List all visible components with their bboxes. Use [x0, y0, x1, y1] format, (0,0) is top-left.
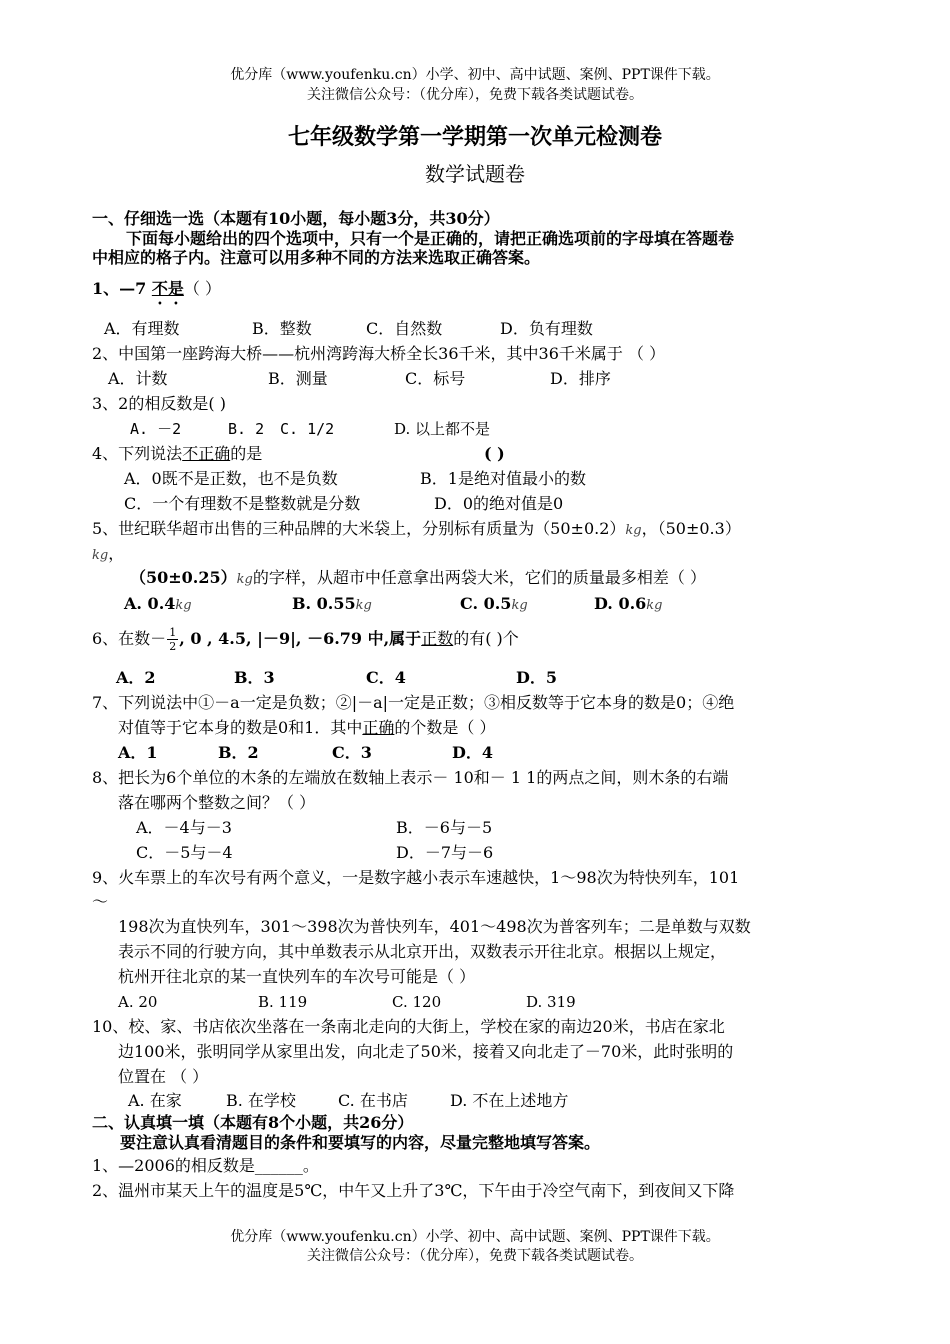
q1-option-d: D．负有理数: [500, 319, 593, 338]
q6-option-b: B．3: [234, 668, 275, 687]
q6-end: 的有( )个: [453, 629, 519, 648]
question-7-line-2: [118, 717, 495, 739]
q6-fraction-denominator: 2: [169, 640, 177, 653]
q8-option-a: A．－4与－3: [136, 818, 232, 837]
q6-fraction: [167, 626, 178, 653]
q4-option-c: C．一个有理数不是整数就是分数: [124, 494, 361, 513]
q5-option-d-unit: kg: [646, 598, 663, 613]
q9-option-b: B. 119: [258, 993, 308, 1011]
q5-text-3b: 的字样，从超市中任意拿出两袋大米，它们的质量最多相差（ ）: [252, 568, 706, 587]
question-5-line-1: [92, 518, 741, 542]
header-line-1: 优分库（www.youfenku.cn）小学、初中、高中试题、案例、PPT课件下载。: [230, 67, 720, 83]
fill-question-2: 2、温州市某天上午的温度是5℃，中午又上升了3℃，下午由于冷空气南下，到夜间又下降: [92, 1181, 735, 1200]
question-10-line-2: 边100米，张明同学从家里出发，向北走了50米，接着又向北走了－70米，此时张明的: [118, 1042, 734, 1061]
q4-options-row-2: [124, 493, 563, 515]
question-9-line-1: 9、火车票上的车次号有两个意义，一是数字越小表示车速越快，1～98次为特快列车，101: [92, 868, 740, 887]
footer-line-1: 优分库（www.youfenku.cn）小学、初中、高中试题、案例、PPT课件下载。: [230, 1229, 720, 1245]
q1-option-c: C．自然数: [366, 319, 443, 338]
q9-option-d: D. 319: [526, 993, 576, 1011]
question-1: [92, 278, 221, 308]
question-7-line-1: 7、下列说法中①－a一定是负数；②|－a|一定是正数；③相反数等于它本身的数是0；④绝: [92, 693, 735, 712]
q8-option-b: B．－6与－5: [396, 818, 493, 837]
q1-text-a: —7: [119, 279, 152, 298]
q3-options: [130, 418, 490, 440]
q3-option-a: A. －2: [130, 420, 182, 438]
q5-text-1b: ，（50±0.3）: [641, 519, 741, 538]
q10-options: [128, 1090, 568, 1112]
q9-options: [118, 991, 576, 1013]
question-2: 2、中国第一座跨海大桥——杭州湾跨海大桥全长36千米，其中36千米属于 （ ）: [92, 344, 666, 363]
q10-option-d: D. 不在上述地方: [450, 1091, 569, 1110]
q9-option-a: A. 20: [118, 993, 158, 1011]
question-6: [92, 624, 519, 654]
question-10-line-3: 位置在 （ ）: [118, 1067, 209, 1086]
q4-option-b: B．1是绝对值最小的数: [420, 469, 586, 488]
q3-option-c: C. 1/2: [280, 420, 335, 438]
q5-option-a: A. 0.4: [124, 594, 176, 613]
q1-option-a: A．有理数: [104, 319, 180, 338]
q4-option-a: A．0既不是正数，也不是负数: [124, 469, 338, 488]
q7-emphasis: 正确: [362, 718, 395, 737]
q7-text-b: 的个数是（ ）: [394, 718, 496, 737]
q8-options-row-2: [136, 842, 493, 864]
q8-option-c: C．－5与－4: [136, 843, 233, 862]
q5-options: [124, 593, 662, 617]
question-5-line-3: [130, 567, 706, 591]
question-5-line-2: kg，: [92, 544, 125, 563]
q1-options: [104, 318, 593, 340]
q2-option-c: C．标号: [405, 369, 466, 388]
q6-option-a: A．2: [116, 668, 156, 687]
q3-option-d: D. 以上都不是: [394, 420, 491, 438]
q10-option-b: B. 在学校: [226, 1091, 296, 1110]
q4-option-d: D．0的绝对值是0: [434, 494, 564, 513]
q4-text-c: 的是: [230, 444, 263, 463]
q6-post: , 0 , 4.5, |－9|, －6.79 中,属于: [179, 629, 422, 648]
q5-unit-3: kg: [236, 572, 253, 587]
q4-options-row-1: [124, 468, 586, 490]
page-title: 七年级数学第一学期第一次单元检测卷: [287, 124, 662, 150]
question-4: [92, 443, 262, 465]
question-8-line-2: 落在哪两个整数之间？（ ）: [118, 793, 316, 812]
q4-text-a: 4、下列说法: [92, 444, 183, 463]
q4-emphasis: 不正确: [182, 444, 231, 463]
q5-option-d: D. 0.6: [594, 594, 647, 613]
header-line-2: 关注微信公众号：（优分库），免费下载各类试题试卷。: [307, 87, 643, 103]
q7-option-c: C．3: [332, 743, 372, 762]
q4-bracket: ( ): [484, 444, 505, 463]
q7-options: [118, 742, 493, 764]
q1-number: 1、: [92, 279, 120, 298]
question-9-line-3: 表示不同的行驶方向，其中单数表示从北京开出，双数表示开往北京。根据以上规定，: [118, 942, 727, 961]
q6-fraction-numerator: 1: [169, 626, 177, 639]
q3-option-b: B. 2: [228, 420, 265, 438]
q5-text-3: （50±0.25）: [130, 568, 237, 587]
q7-text-a: 对值等于它本身的数是0和1．其中: [118, 718, 363, 737]
q1-bracket: （ ）: [183, 279, 221, 298]
page-subtitle: 数学试题卷: [425, 162, 525, 186]
q6-emphasis: 正数: [421, 629, 454, 648]
q6-option-c: C．4: [366, 668, 406, 687]
q10-option-a: A. 在家: [128, 1091, 182, 1110]
question-9-line-4: 杭州开往北京的某一直快列车的车次号可能是（ ）: [118, 967, 476, 986]
q2-option-b: B．测量: [268, 369, 328, 388]
q5-option-b: B. 0.55: [292, 594, 356, 613]
q2-option-a: A．计数: [108, 369, 168, 388]
section1-instruction-2: 中相应的格子内。注意可以用多种不同的方法来选取正确答案。: [92, 248, 541, 267]
q5-unit-1: kg: [625, 523, 642, 538]
q1-emphasis: 不是: [151, 279, 184, 298]
section2-instruction: 要注意认真看清题目的条件和要填写的内容，尽量完整地填写答案。: [120, 1133, 601, 1152]
section1-heading: 一、仔细选一选（本题有10小题，每小题3分，共30分）: [92, 209, 500, 228]
q5-option-c-unit: kg: [511, 598, 528, 613]
footer-line-2: 关注微信公众号：（优分库），免费下载各类试题试卷。: [307, 1248, 643, 1264]
section2-heading: 二、认真填一填（本题有8个小题，共26分）: [92, 1113, 414, 1132]
q2-options: [108, 368, 611, 390]
q9-option-c: C. 120: [392, 993, 442, 1011]
q5-unit-2: kg: [92, 548, 109, 563]
q6-pre: 6、在数－: [92, 629, 167, 648]
q5-option-b-unit: kg: [355, 598, 372, 613]
question-8-line-1: 8、把长为6个单位的木条的左端放在数轴上表示－ 10和－ 1 1的两点之间，则木条的右端: [92, 768, 729, 787]
question-9-line-1b: ～: [92, 892, 109, 911]
question-3: 3、2的相反数是( ): [92, 394, 226, 413]
q7-option-a: A．1: [118, 743, 158, 762]
q8-options-row-1: [136, 817, 492, 839]
q7-option-d: D．4: [452, 743, 494, 762]
q6-options: [116, 667, 557, 689]
question-9-line-2: 198次为直快列车，301～398次为普快列车，401～498次为普客列车；二是单数与双数: [118, 917, 751, 936]
q7-option-b: B．2: [218, 743, 259, 762]
q10-option-c: C. 在书店: [338, 1091, 408, 1110]
q5-option-a-unit: kg: [175, 598, 192, 613]
question-10-line-1: 10、校、家、书店依次坐落在一条南北走向的大街上，学校在家的南边20米，书店在家北: [92, 1017, 725, 1036]
fill-question-1: 1、—2006的相反数是______。: [92, 1156, 319, 1175]
q2-option-d: D．排序: [550, 369, 611, 388]
q1-option-b: B．整数: [252, 319, 312, 338]
q8-option-d: D．－7与－6: [396, 843, 494, 862]
q6-option-d: D．5: [516, 668, 558, 687]
q5-option-c: C. 0.5: [460, 594, 512, 613]
q5-text-1: 5、世纪联华超市出售的三种品牌的大米袋上，分别标有质量为（50±0.2）: [92, 519, 626, 538]
section1-instruction-1: 下面每小题给出的四个选项中，只有一个是正确的，请把正确选项前的字母填在答题卷: [126, 229, 735, 248]
